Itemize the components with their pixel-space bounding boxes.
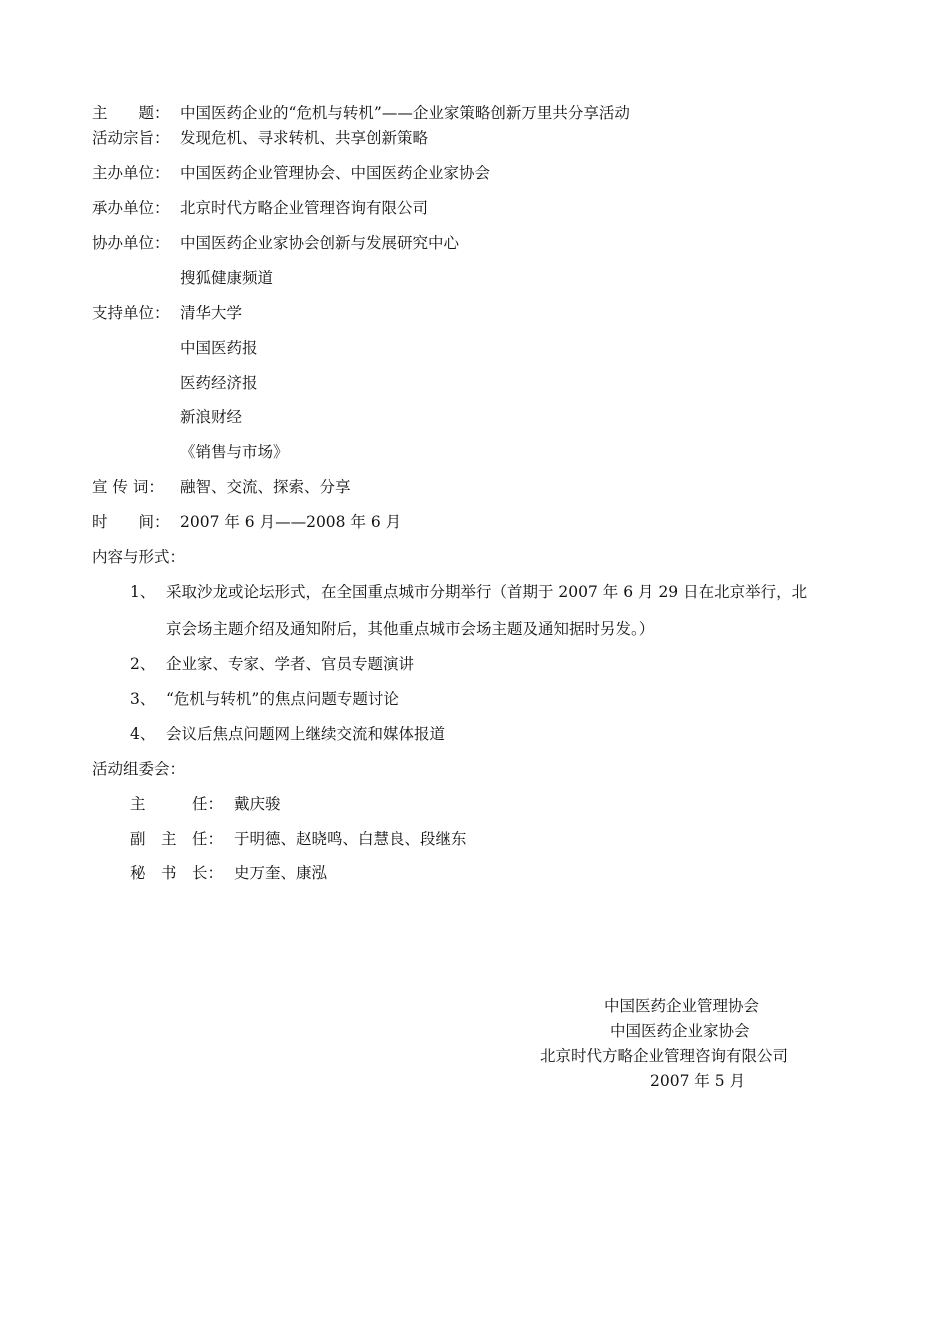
purpose-value: 发现危机、寻求转机、共享创新策略 xyxy=(180,129,429,147)
theme-row xyxy=(92,103,630,123)
list-item xyxy=(130,724,445,744)
list-item-number: 3、 xyxy=(130,690,156,708)
list-item-text: 采取沙龙或论坛形式，在全国重点城市分期举行（首期于 2007 年 6 月 29 日在北京举行，北 xyxy=(166,583,808,601)
list-item xyxy=(130,689,399,709)
co-organizer-value: 搜狐健康频道 xyxy=(180,269,274,287)
slogan-label: 宣 传 词： xyxy=(92,478,164,496)
signature-org: 中国医药企业家协会 xyxy=(610,1022,750,1040)
time-row xyxy=(92,512,401,532)
committee-role: 秘 书 长： xyxy=(130,864,224,882)
committee-role: 主 任： xyxy=(130,795,224,813)
list-item-number: 4、 xyxy=(130,725,156,743)
list-item-text: “危机与转机”的焦点问题专题讨论 xyxy=(166,690,399,708)
theme-value: 中国医药企业的“危机与转机”——企业家策略创新万里共分享活动 xyxy=(180,104,630,122)
host-row xyxy=(92,163,490,183)
purpose-label: 活动宗旨： xyxy=(92,129,170,147)
content-heading: 内容与形式： xyxy=(92,548,186,566)
committee-member-row xyxy=(130,829,467,849)
signature-org: 中国医药企业管理协会 xyxy=(604,997,760,1015)
signature-date: 2007 年 5 月 xyxy=(650,1072,746,1090)
list-item-number: 1、 xyxy=(130,583,156,601)
committee-names: 史万奎、康泓 xyxy=(234,864,328,882)
supporter-item: 清华大学 xyxy=(180,304,243,322)
list-item xyxy=(130,582,807,602)
organizer-row xyxy=(92,198,428,218)
co-organizer-label: 协办单位： xyxy=(92,234,170,252)
host-label: 主办单位： xyxy=(92,164,170,182)
supporter-item: 《销售与市场》 xyxy=(180,443,289,461)
organizer-label: 承办单位： xyxy=(92,199,170,217)
list-item-text: 企业家、专家、学者、官员专题演讲 xyxy=(166,655,415,673)
supporters-label: 支持单位： xyxy=(92,304,170,322)
committee-names: 于明德、赵晓鸣、白慧良、段继东 xyxy=(234,830,467,848)
supporter-item: 中国医药报 xyxy=(180,339,258,357)
co-organizer-value: 中国医药企业家协会创新与发展研究中心 xyxy=(180,234,460,252)
slogan-row xyxy=(92,477,351,497)
committee-names: 戴庆骏 xyxy=(234,795,281,813)
time-value: 2007 年 6 月——2008 年 6 月 xyxy=(180,513,402,531)
organizer-value: 北京时代方略企业管理咨询有限公司 xyxy=(180,199,429,217)
list-item xyxy=(130,654,414,674)
theme-label: 主 题： xyxy=(92,104,170,122)
committee-member-row xyxy=(130,794,281,814)
co-organizer-row xyxy=(92,233,459,253)
slogan-value: 融智、交流、探索、分享 xyxy=(180,478,351,496)
supporters-row xyxy=(92,303,242,323)
purpose-row xyxy=(92,128,428,148)
committee-role: 副 主 任： xyxy=(130,830,224,848)
supporter-item: 医药经济报 xyxy=(180,374,258,392)
committee-member-row xyxy=(130,863,327,883)
committee-heading: 活动组委会： xyxy=(92,760,186,778)
list-item-number: 2、 xyxy=(130,655,156,673)
signature-org: 北京时代方略企业管理咨询有限公司 xyxy=(540,1047,789,1065)
supporter-item: 新浪财经 xyxy=(180,408,243,426)
host-value: 中国医药企业管理协会、中国医药企业家协会 xyxy=(180,164,491,182)
list-item-continuation: 京会场主题介绍及通知附后，其他重点城市会场主题及通知据时另发。） xyxy=(166,620,655,638)
time-label: 时 间： xyxy=(92,513,170,531)
list-item-text: 会议后焦点问题网上继续交流和媒体报道 xyxy=(166,725,446,743)
